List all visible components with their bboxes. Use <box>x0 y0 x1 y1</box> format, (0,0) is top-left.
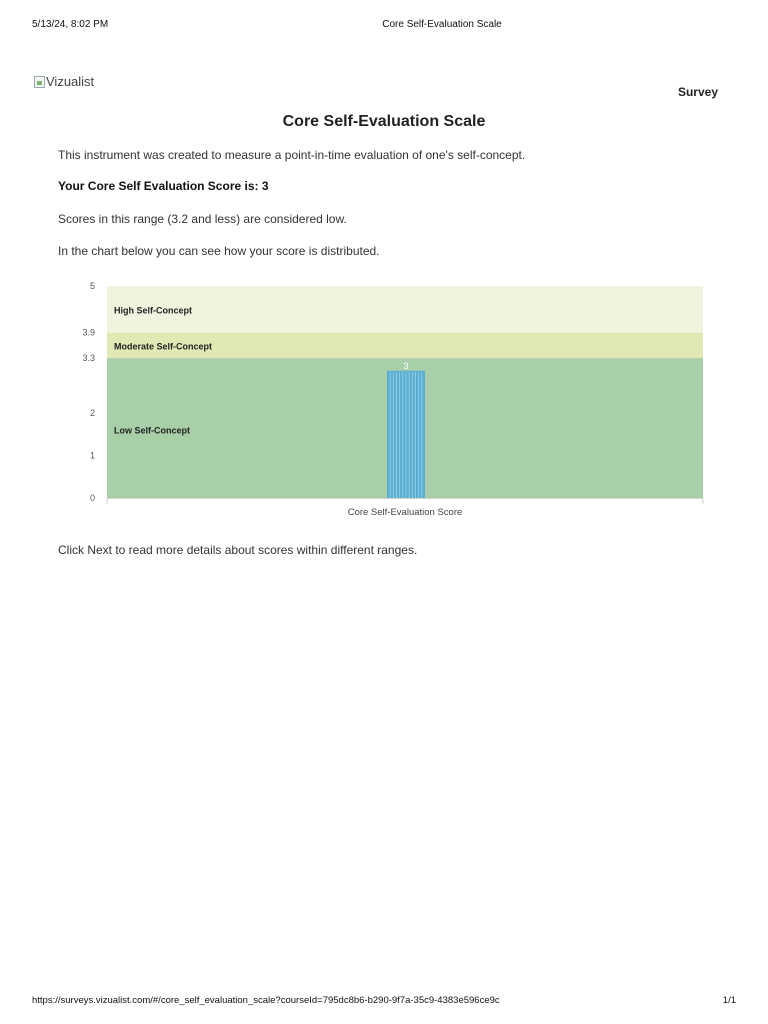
x-axis-label: Core Self-Evaluation Score <box>347 507 463 518</box>
score-chart <box>60 276 720 526</box>
print-page-number: 1/1 <box>722 995 736 1006</box>
nav-survey-link[interactable]: Survey <box>677 85 718 99</box>
intro-text: This instrument was created to measure a point-in-time evaluation of one's self-concept. <box>58 148 526 162</box>
band-high <box>107 286 703 333</box>
range-note: Scores in this range (3.2 and less) are considered low. <box>58 212 347 226</box>
vizualist-logo[interactable] <box>34 74 94 89</box>
chart-intro: In the chart below you can see how your score is distributed. <box>58 244 380 258</box>
chart-svg <box>60 276 720 526</box>
y-tick-label: 3.9 <box>82 327 95 338</box>
band-label-high: High Self-Concept <box>114 305 192 316</box>
broken-image-icon <box>34 76 45 88</box>
bar-data-label: 3 <box>403 360 409 371</box>
y-tick-label: 1 <box>89 450 95 461</box>
print-datetime: 5/13/24, 8:02 PM <box>32 19 109 30</box>
print-url: https://surveys.vizualist.com/#/core_self_evaluation_scale?courseId=795dc8b6-b290-9f7a-35c9-4383e596ce9c <box>32 995 500 1006</box>
y-tick-label: 3.3 <box>82 353 95 364</box>
print-title: Core Self-Evaluation Scale <box>382 19 502 30</box>
y-tick-label: 5 <box>89 281 95 291</box>
y-tick-label: 2 <box>89 408 95 419</box>
page-title: Core Self-Evaluation Scale <box>282 113 486 130</box>
next-note: Click Next to read more details about scores within different ranges. <box>58 543 418 557</box>
logo-alt-text: Vizualist <box>46 74 95 89</box>
y-tick-label: 0 <box>89 493 95 503</box>
band-label-moderate: Moderate Self-Concept <box>114 341 213 352</box>
band-label-low: Low Self-Concept <box>114 425 190 436</box>
score-line: Your Core Self Evaluation Score is: 3 <box>58 179 269 193</box>
